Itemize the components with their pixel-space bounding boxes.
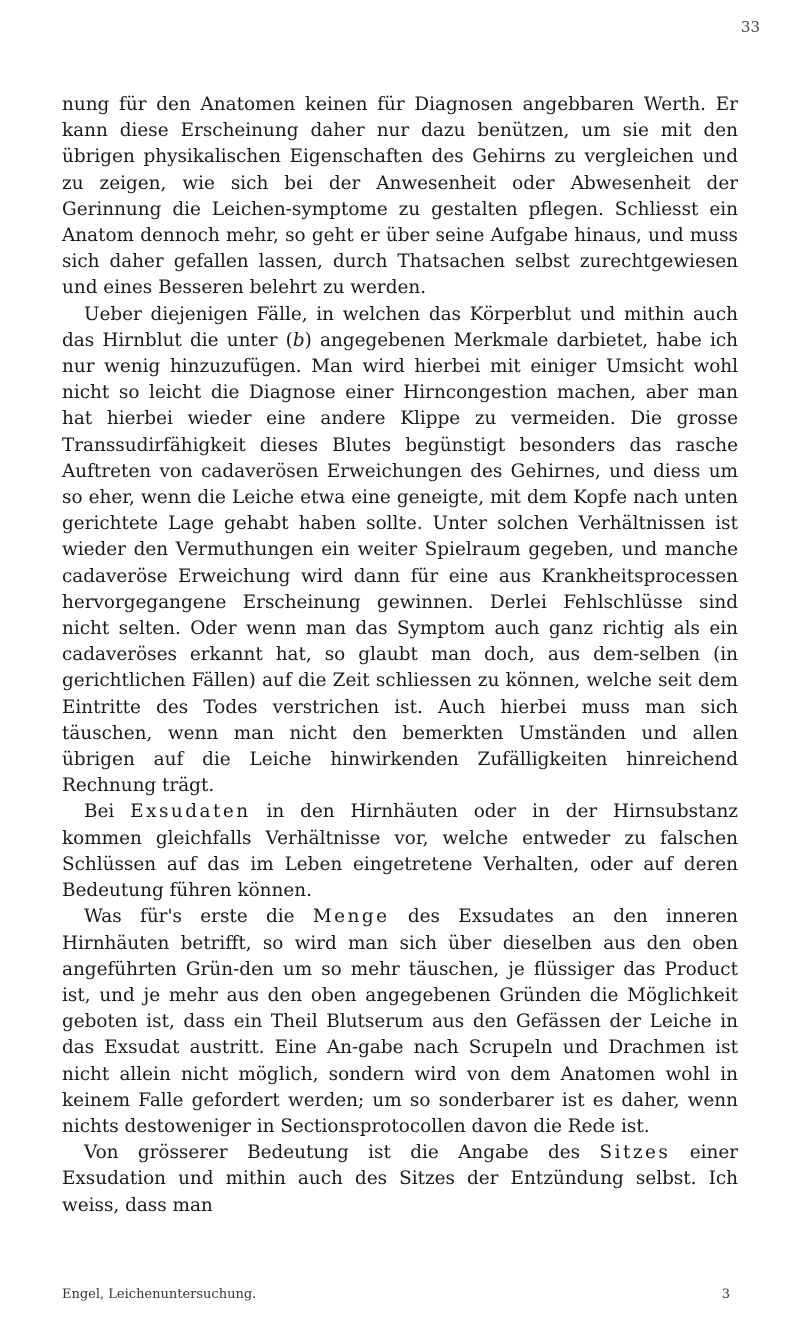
text-run: ) angegebenen Merkmale darbietet, habe ich nur wenig hinzuzufügen. Man wird hierbei mit einiger Umsicht wohl nicht so leicht die Diagnose einer Hirncongestion machen, aber man hat hierbei wieder eine andere Klippe zu vermeiden. Die grosse Transsudirfähigkeit dieses Blutes begünstigt besonders das rasche Auftreten von cadaverösen Erweichungen des Gehirnes, und diess um so eher, wenn die Leiche etwa eine geneigte, mit dem Kopfe nach unten gerichtete Lage gehabt haben sollte. Unter solchen Verhältnissen ist wieder den Vermuthungen ein weiter Spielraum gegeben, und manche cadaveröse Erweichung wird dann für eine aus Krankheitsprocessen hervorgegangene Erscheinung gewinnen. Derlei Fehlschlüsse sind nicht selten. Oder wenn man das Symptom auch ganz richtig als ein cadaveröses erkannt hat, so glaubt man doch, aus dem-selben (in gerichtlichen Fällen) auf die Zeit schliessen zu können, welche seit dem Eintritte des Todes verstrichen ist. Auch hierbei muss man sich täuschen, wenn man nicht den bemerkten Umständen und allen übrigen auf die Leiche hinwirkenden Zufälligkeiten hinreichend Rechnung trägt. xyxy=(62,329,738,797)
text-run: einer Exsudation und mithin auch des Sitzes der Entzündung selbst. Ich weiss, dass man xyxy=(62,1142,738,1216)
paragraph xyxy=(62,92,738,302)
text-run: Ueber diejenigen Fälle, in welchen das Körperblut und mithin auch das Hirnblut die unter ( xyxy=(62,303,738,351)
emphasis-spaced: Sitzes xyxy=(599,1142,671,1164)
page-footer xyxy=(62,1287,730,1302)
text-run: nung für den Anatomen keinen für Diagnosen angebbaren Werth. Er kann diese Erscheinung daher nur dazu benützen, um sie mit den übrigen physikalischen Eigenschaften des Gehirns zu vergleichen und zu zeigen, wie sich bei der Anwesenheit oder Abwesenheit der Gerinnung die Leichen-symptome zu gestalten pflegen. Schliesst ein Anatom dennoch mehr, so geht er über seine Aufgabe hinaus, und muss sich daher gefallen lassen, durch Thatsachen selbst zurechtgewiesen und eines Besseren belehrt zu werden. xyxy=(62,94,738,299)
text-run: in den Hirnhäuten oder in der Hirnsubstanz kommen gleichfalls Verhältnisse vor, welche entweder zu falschen Schlüssen auf das im Leben eingetretene Verhalten, oder auf deren Bedeutung führen können. xyxy=(62,801,738,902)
paragraph xyxy=(62,1140,738,1219)
footer-sheet-number: 3 xyxy=(721,1287,730,1302)
emphasis-spaced: Exsudaten xyxy=(130,801,251,823)
text-run: des Exsudates an den inneren Hirnhäuten betrifft, so wird man sich über dieselben aus den oben angeführten Grün-den um so mehr täuschen, je flüssiger das Product ist, und je mehr aus den oben angegebenen Gründen die Möglichkeit geboten ist, dass ein Theil Blutserum aus den Gefässen der Leiche in das Exsudat austritt. Eine An-gabe nach Scrupeln und Drachmen ist nicht allein nicht möglich, sondern wird von dem Anatomen wohl in keinem Falle gefordert werden; um so sonderbarer ist es daher, wenn nichts destoweniger in Sectionsprotocollen davon die Rede ist. xyxy=(62,906,738,1137)
text-run: Was für's erste die xyxy=(84,906,313,928)
paragraph xyxy=(62,799,738,904)
text-run: Von grösserer Bedeutung ist die Angabe des xyxy=(84,1142,600,1164)
paragraph xyxy=(62,904,738,1140)
paragraph xyxy=(62,302,738,800)
body-text xyxy=(62,92,738,1219)
emphasis-spaced: Menge xyxy=(312,906,390,928)
emphasis-italic: b xyxy=(292,329,305,351)
page-number: 33 xyxy=(740,18,760,36)
text-run: Bei xyxy=(84,801,131,823)
footer-signature: Engel, Leichenuntersuchung. xyxy=(62,1287,257,1302)
